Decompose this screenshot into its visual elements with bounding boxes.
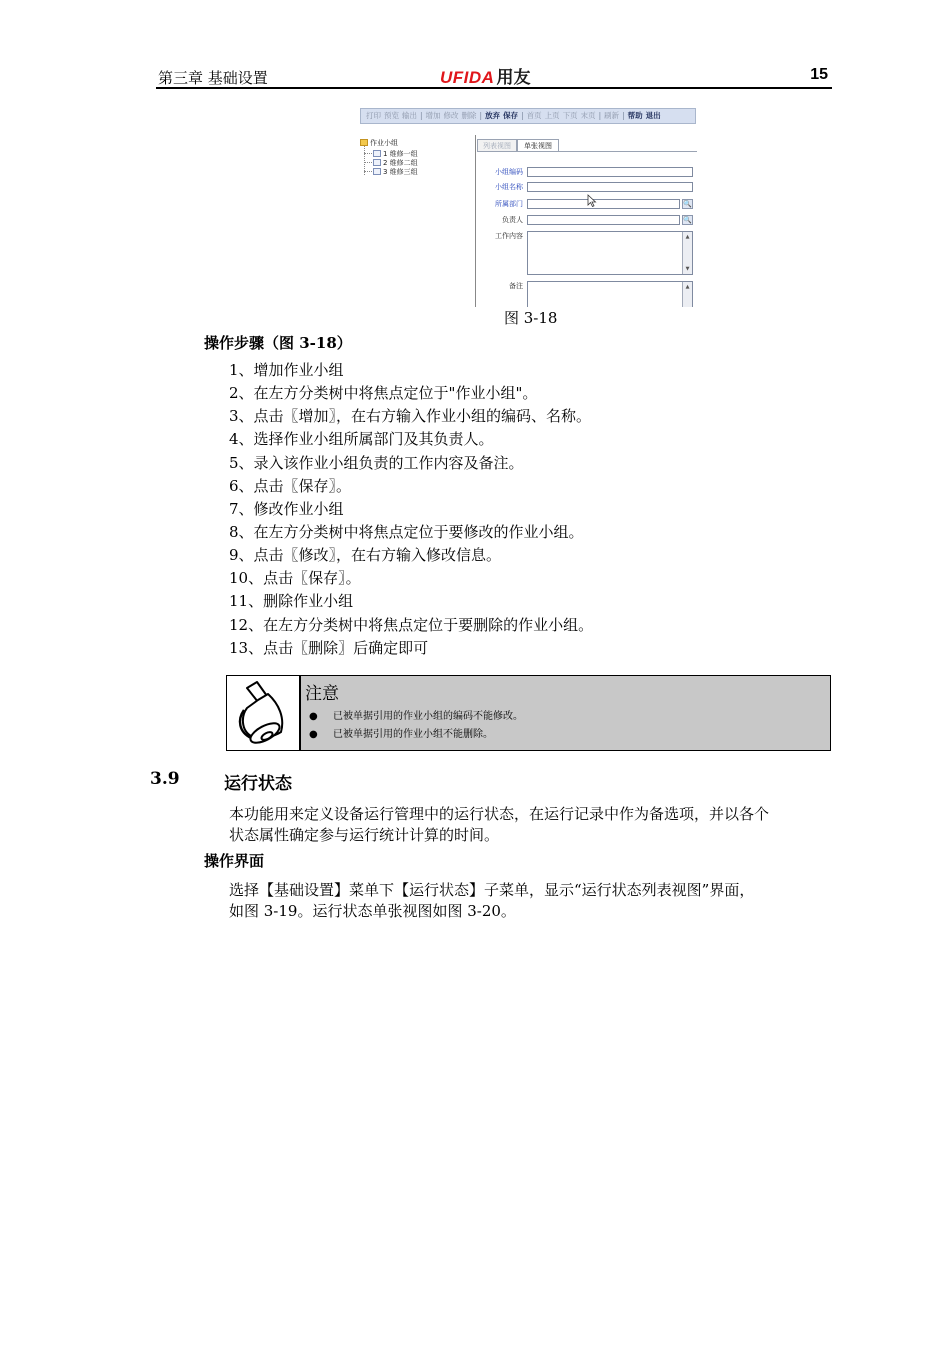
bell-icon (227, 676, 299, 750)
scroll-up-icon[interactable]: ▲ (685, 234, 690, 240)
label-owner: 负责人 (502, 216, 523, 224)
work-content-textarea[interactable] (527, 231, 693, 275)
owner-input[interactable] (527, 215, 680, 225)
bullet-icon: ● (309, 729, 318, 740)
step-item: 4、选择作业小组所属部门及其负责人。 (229, 430, 494, 448)
note-item (309, 707, 523, 722)
toolbar-separator: | (622, 111, 625, 120)
toolbar-button[interactable]: 输出 (402, 111, 417, 120)
toolbar-button[interactable]: 增加 (425, 111, 441, 120)
paragraph-line: 选择【基础设置】菜单下【运行状态】子菜单，显示“运行状态列表视图”界面， (229, 881, 755, 899)
search-icon: 🔍 (683, 200, 692, 208)
tab-list-view[interactable]: 列表视图 (477, 139, 517, 152)
group-name-input[interactable] (527, 182, 693, 192)
label-remark: 备注 (509, 282, 523, 290)
tree-connector (364, 171, 372, 172)
step-item: 9、点击〖修改〗，在右方输入修改信息。 (229, 546, 502, 564)
tree-pane (359, 135, 476, 307)
toolbar-button[interactable]: 上页 (544, 111, 560, 120)
subsection-title: 操作界面 (204, 852, 265, 870)
tree-root[interactable] (360, 138, 398, 148)
header-chapter: 第三章 基础设置 (158, 69, 268, 87)
section-title: 运行状态 (224, 774, 292, 794)
step-item: 12、在左方分类树中将焦点定位于要删除的作业小组。 (229, 616, 594, 634)
tree-connector (364, 153, 372, 154)
toolbar-separator: | (598, 111, 602, 120)
tree-root-label: 作业小组 (370, 139, 398, 147)
remark-textarea[interactable] (527, 281, 693, 307)
brand-logo-cn: 用友 (496, 68, 531, 87)
toolbar-button[interactable]: 末页 (580, 111, 596, 120)
step-item: 6、点击〖保存〗。 (229, 477, 352, 495)
label-group-name: 小组名称 (495, 183, 523, 191)
owner-lookup-button[interactable] (682, 215, 693, 225)
toolbar-button[interactable]: 下页 (562, 111, 578, 120)
search-icon: 🔍 (683, 216, 692, 224)
toolbar-button[interactable]: 帮助 (627, 111, 643, 120)
group-code-input[interactable] (527, 167, 693, 177)
step-item: 3、点击〖增加〗，在右方输入作业小组的编码、名称。 (229, 407, 592, 425)
label-work-content: 工作内容 (495, 232, 523, 240)
bullet-icon: ● (309, 711, 318, 722)
scroll-down-icon[interactable]: ▼ (685, 266, 690, 272)
brand-logo-en: UFIDA (440, 68, 495, 87)
toolbar-button[interactable]: 删除 (461, 111, 477, 120)
figure-caption: 图 3-18 (504, 309, 558, 327)
toolbar-separator: | (420, 111, 423, 120)
page-number: 15 (810, 66, 828, 83)
tab-card-view[interactable]: 单张视图 (517, 139, 559, 152)
toolbar-button[interactable]: 退出 (645, 111, 661, 120)
section-number: 3.9 (150, 769, 180, 789)
step-item: 5、录入该作业小组负责的工作内容及备注。 (229, 454, 524, 472)
toolbar-button[interactable]: 打印 (366, 111, 381, 120)
step-item: 7、修改作业小组 (229, 500, 344, 518)
department-lookup-button[interactable] (682, 199, 693, 209)
toolbar-separator: | (521, 111, 524, 120)
paragraph-line: 状态属性确定参与运行统计计算的时间。 (229, 826, 500, 844)
toolbar-button[interactable]: 放弃 (485, 111, 501, 120)
note-box (226, 675, 831, 751)
department-input[interactable] (527, 199, 680, 209)
tree-node-label: 1 维修一组 (383, 150, 418, 158)
steps-title: 操作步骤（图 3-18） (204, 334, 352, 352)
note-body (301, 676, 830, 750)
tree-node-label: 3 维修三组 (383, 168, 418, 176)
label-group-code: 小组编码 (495, 168, 523, 176)
label-department: 所属部门 (495, 200, 523, 208)
step-item: 11、删除作业小组 (229, 592, 354, 610)
step-item: 2、在左方分类树中将焦点定位于"作业小组"。 (229, 384, 538, 402)
paragraph-line: 本功能用来定义设备运行管理中的运行状态，在运行记录中作为备选项，并以各个 (229, 805, 770, 823)
toolbar-separator: | (479, 111, 483, 120)
step-item: 10、点击〖保存〗。 (229, 569, 361, 587)
note-item-text: 已被单据引用的作业小组不能删除。 (333, 729, 493, 740)
note-title: 注意 (305, 684, 339, 704)
document-icon (373, 168, 381, 175)
note-item (309, 725, 493, 740)
tab-divider (477, 151, 697, 152)
header-rule (156, 87, 832, 89)
mouse-cursor-icon (587, 194, 597, 207)
toolbar-button[interactable]: 预览 (384, 111, 399, 120)
tree-node-label: 2 维修二组 (383, 159, 418, 167)
toolbar-button[interactable]: 首页 (526, 111, 542, 120)
folder-icon (360, 139, 368, 146)
document-icon (373, 159, 381, 166)
toolbar-button[interactable]: 保存 (503, 111, 519, 120)
brand-logo (440, 63, 530, 88)
figure-screenshot (359, 105, 697, 307)
note-icon-cell (227, 676, 301, 750)
scroll-up-icon[interactable]: ▲ (685, 284, 690, 290)
step-item: 13、点击〖删除〗后确定即可 (229, 639, 429, 657)
remark-scrollbar[interactable] (682, 282, 692, 307)
step-item: 8、在左方分类树中将焦点定位于要修改的作业小组。 (229, 523, 584, 541)
work-content-scrollbar[interactable] (682, 232, 692, 274)
document-icon (373, 150, 381, 157)
paragraph-line: 如图 3-19。运行状态单张视图如图 3-20。 (229, 902, 516, 920)
toolbar-button[interactable]: 刷新 (604, 111, 620, 120)
step-item: 1、增加作业小组 (229, 361, 344, 379)
toolbar (360, 108, 696, 124)
note-item-text: 已被单据引用的作业小组的编码不能修改。 (333, 711, 523, 722)
tree-node[interactable] (373, 167, 418, 177)
tree-connector (364, 162, 372, 163)
toolbar-button[interactable]: 修改 (443, 111, 459, 120)
